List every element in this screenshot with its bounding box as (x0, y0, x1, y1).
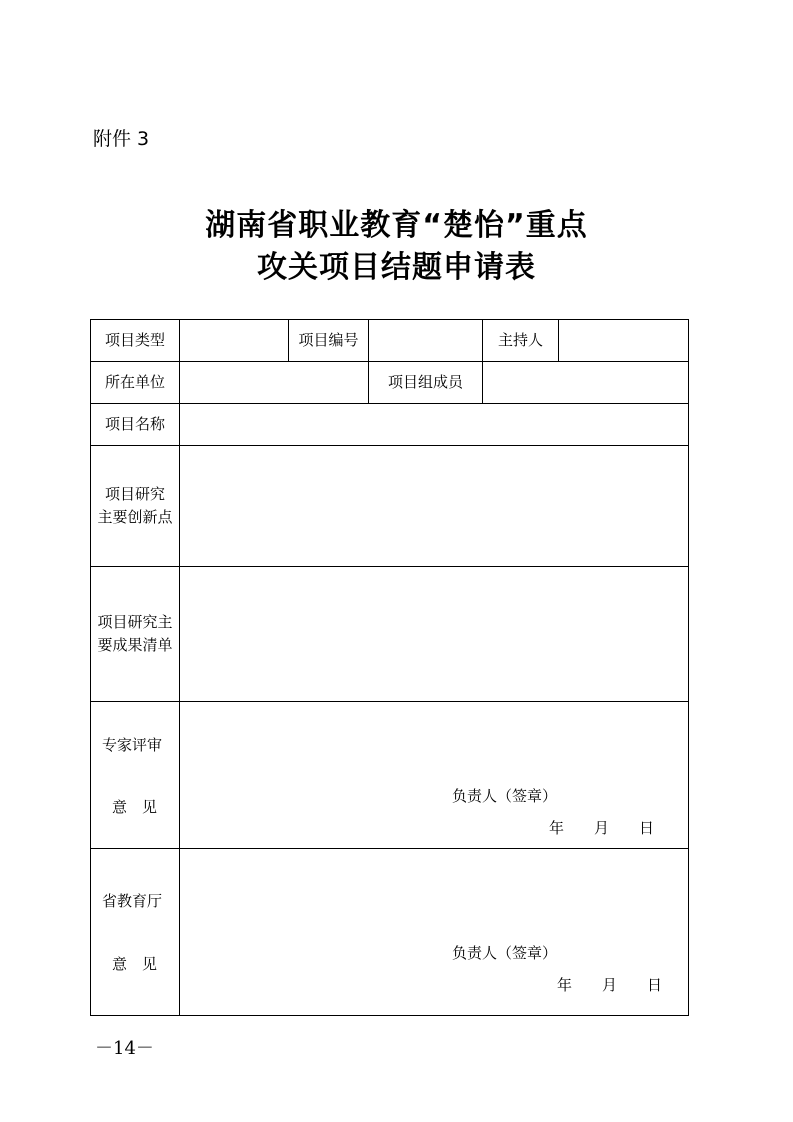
results-label-line-1: 项目研究主 (97, 613, 173, 631)
results-label-line-2: 要成果清单 (97, 636, 173, 654)
innovation-label-line-2: 主要创新点 (97, 508, 173, 526)
host-label: 主持人 (497, 331, 543, 349)
innovation-label (91, 446, 179, 566)
grid-line (688, 319, 689, 1016)
project-number-label: 项目编号 (298, 331, 359, 349)
expert-signature-label: 负责人（签章） (452, 787, 558, 805)
innovation-field[interactable] (180, 446, 688, 566)
project-number-field[interactable] (369, 320, 482, 361)
page-number: －14－ (95, 1038, 154, 1059)
expert-review-label-line-2: 意 见 (112, 798, 158, 816)
project-type-label: 项目类型 (104, 331, 165, 349)
unit-label: 所在单位 (104, 373, 165, 391)
results-field[interactable] (180, 567, 688, 701)
title-line-2: 攻关项目结题申请表 (257, 250, 536, 285)
members-field[interactable] (483, 362, 688, 403)
unit-field[interactable] (180, 362, 368, 403)
expert-date: 年 月 日 (549, 819, 655, 837)
results-label (91, 567, 179, 701)
dept-label-line-1: 省教育厅 (102, 892, 163, 910)
expert-review-label-line-1: 专家评审 (102, 736, 163, 754)
project-type-field[interactable] (180, 320, 288, 361)
dept-signature-label: 负责人（签章） (452, 944, 558, 962)
title-line-1: 湖南省职业教育“楚怡”重点 (205, 208, 588, 243)
application-form-table (90, 319, 689, 1016)
innovation-label-line-1: 项目研究 (104, 485, 165, 503)
project-name-field[interactable] (180, 404, 688, 445)
project-name-label: 项目名称 (104, 415, 165, 433)
attachment-label: 附件 3 (93, 128, 150, 150)
host-field[interactable] (559, 320, 688, 361)
members-label: 项目组成员 (387, 373, 463, 391)
dept-date: 年 月 日 (557, 976, 663, 994)
dept-label-line-2: 意 见 (112, 955, 158, 973)
